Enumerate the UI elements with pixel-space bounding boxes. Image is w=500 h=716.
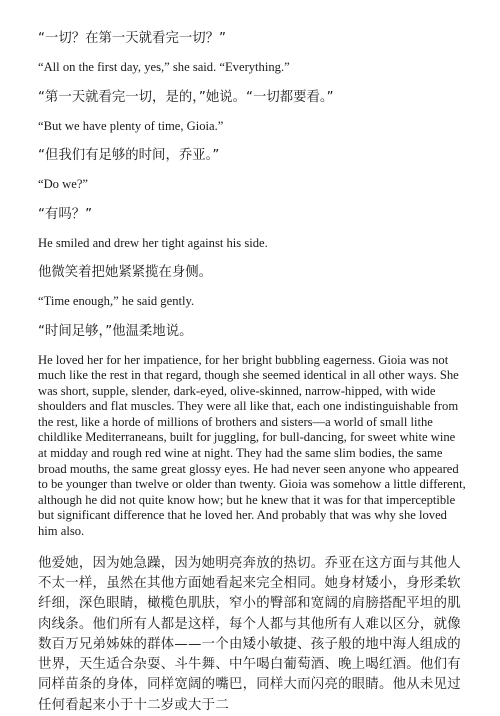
paragraph-zh-3: “但我们有足够的时间，乔亚。” <box>38 148 220 163</box>
paragraph-en-3: “Do we?” <box>38 177 88 191</box>
paragraph-zh-1: “一切？在第一天就看完一切？” <box>38 31 226 46</box>
paragraph-en-6: He loved her for her impatience, for her bright bubbling eagerness. Gioia was not much like the rest in that regard, though she seemed identical in all other ways. She was short, supple, slender, dark-eyed, olive-skinned, narrow-hipped, with wide shoulders and flat muscles. They were all like that, each one indistinguishable from the rest, like a horde of millions of brothers and sisters—a world of small lithe childlike Mediterraneans, built for juggling, for bull-dancing, for sweet white wine at midday and rough red wine at night. They had the same slim bodies, the same broad mouths, the same great glossy eyes. He had never seen anyone who appeared to be younger than twelve or older than twenty. Gioia was somehow a little different, although he did not quite know how; but he knew that it was for that imperceptible but significant difference that he loved her. And probably that was why she loved him also. <box>38 352 466 539</box>
paragraph-zh-7: 他爱她，因为她急躁，因为她明亮奔放的热切。乔亚在这方面与其他人不太一样，虽然在其他方面她看起来完全相同。她身材矮小，身形柔软纤细，深色眼睛，橄榄色肌肤，窄小的臀部和宽阔的肩膀搭配平坦的肌肉线条。他们所有人都是这样，每个人都与其他所有人难以区分，就像数百万兄弟姊妹的群体——一个由矮小敏捷、孩子般的地中海人组成的世界，天生适合杂耍、斗牛舞、中午喝白葡萄酒、晚上喝红酒。他们有同样苗条的身体，同样宽阔的嘴巴，同样大而闪亮的眼睛。他从未见过任何看起来小于十二岁或大于二 <box>38 555 461 713</box>
document-page <box>38 30 466 716</box>
paragraph-zh-4: “有吗？” <box>38 206 93 222</box>
paragraph-zh-5: 他微笑着把她紧紧揽在身侧。 <box>38 265 213 280</box>
paragraph-en-1: “All on the first day, yes,” she said. “Everything.” <box>38 60 290 74</box>
paragraph-en-5: “Time enough,” he said gently. <box>38 294 195 308</box>
paragraph-en-2: “But we have plenty of time, Gioia.” <box>38 118 224 133</box>
paragraph-zh-2: “第一天就看完一切，是的，”她说。“一切都要看。” <box>38 89 334 105</box>
paragraph-zh-6: “时间足够，”他温柔地说。 <box>38 323 193 339</box>
paragraph-en-4: He smiled and drew her tight against his side. <box>38 235 268 250</box>
